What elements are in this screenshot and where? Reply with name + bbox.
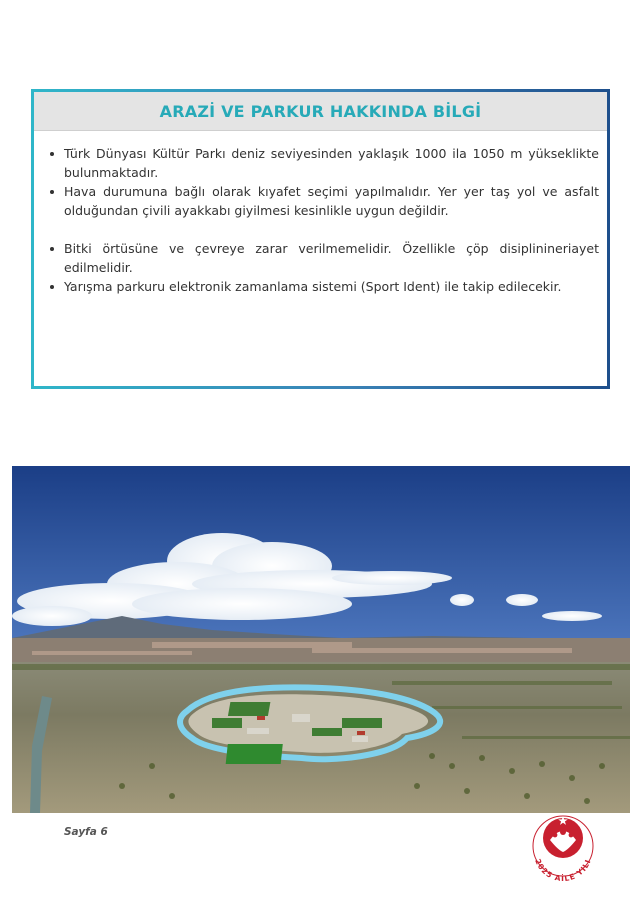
logo-text: 2025 AİLE YILI	[533, 857, 593, 884]
bullet-icon	[50, 152, 54, 156]
info-bullet-text: Yarışma parkuru elektronik zamanlama sistemi (Sport Ident) ile takip edilecekir.	[64, 279, 562, 294]
info-box	[31, 89, 610, 389]
info-bullet-item	[48, 277, 599, 296]
bullet-icon	[50, 285, 54, 289]
info-box-inner	[34, 92, 607, 386]
info-bullet-list	[34, 131, 607, 296]
bullet-icon	[50, 190, 54, 194]
info-bullet-text: Hava durumuna bağlı olarak kıyafet seçimi yapılmalıdır. Yer yer taş yol ve asfalt olduğundan çivili ayakkabı giyilmesi kesinlikle uygun değildir.	[64, 184, 599, 218]
park-aerial-photo	[12, 466, 630, 813]
info-bullet-text: Bitki örtüsüne ve çevreye zarar verilmemelidir. Özellikle çöp disiplinineriayet edilmelidir.	[64, 241, 599, 275]
info-bullet-text: Türk Dünyası Kültür Parkı deniz seviyesinden yaklaşık 1000 ila 1050 m yükseklikte bulunmaktadır.	[64, 146, 599, 180]
bullet-icon	[50, 247, 54, 251]
aile-yili-logo	[522, 808, 604, 890]
info-bullet-item	[48, 182, 599, 220]
info-bullet-item	[48, 144, 599, 182]
info-box-title: ARAZİ VE PARKUR HAKKINDA BİLGİ	[34, 92, 607, 131]
page-number: Sayfa 6	[64, 826, 108, 838]
info-bullet-item	[48, 239, 599, 277]
